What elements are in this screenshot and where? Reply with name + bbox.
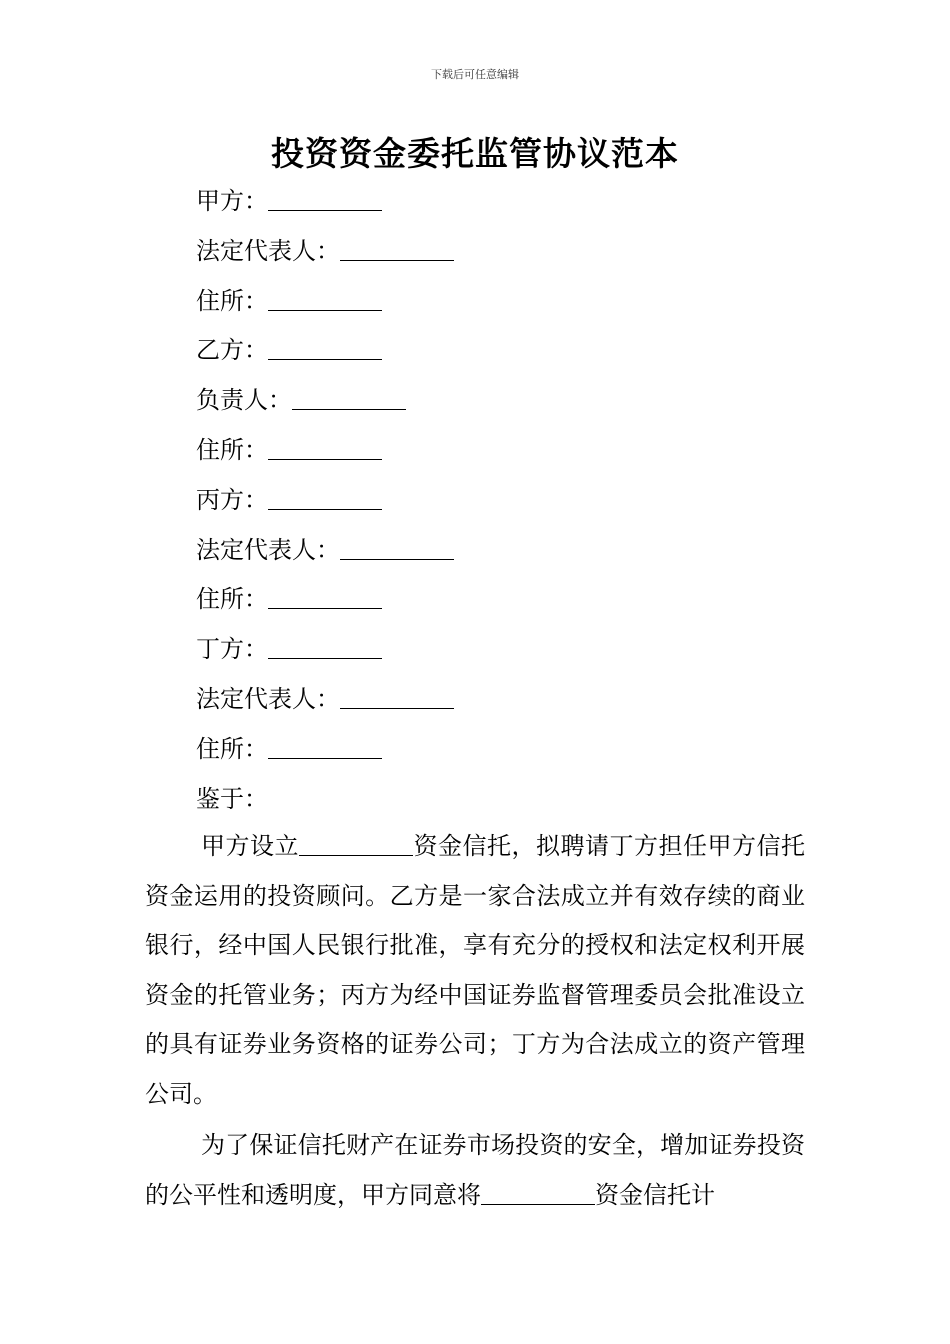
blank-line[interactable] bbox=[268, 730, 382, 759]
blank-line[interactable] bbox=[292, 381, 406, 410]
field-label: 住所： bbox=[196, 286, 268, 315]
blank-line[interactable] bbox=[268, 282, 382, 311]
field-party-a bbox=[196, 181, 454, 231]
field-party-d bbox=[196, 629, 454, 679]
field-party-c-representative bbox=[196, 530, 454, 580]
party-fields bbox=[196, 181, 454, 828]
paragraph-recital bbox=[145, 822, 805, 1120]
blank-line[interactable] bbox=[299, 827, 413, 856]
blank-line[interactable] bbox=[481, 1176, 595, 1205]
field-party-b-address bbox=[196, 430, 454, 480]
document-title: 投资资金委托监管协议范本 bbox=[271, 134, 679, 173]
field-label: 乙方： bbox=[196, 336, 268, 365]
field-party-d-representative bbox=[196, 679, 454, 729]
field-label: 负责人： bbox=[196, 386, 292, 415]
blank-line[interactable] bbox=[268, 630, 382, 659]
paragraph-text: 为了保证信托财产在证券市场投资的安全，增加证券投资的公平性和透明度，甲方同意将 bbox=[145, 1131, 805, 1209]
field-label: 丙方： bbox=[196, 485, 268, 514]
paragraph-text: 资金信托，拟聘请丁方担任甲方信托资金运用的投资顾问。乙方是一家合法成立并有效存续的商业银行，经中国人民银行批准，享有充分的授权和法定权利开展资金的托管业务；丙方为经中国证券监督管理委员会批准设立的具有证券业务资格的证券公司；丁方为合法成立的资产管理公司。 bbox=[145, 832, 805, 1108]
field-label: 住所： bbox=[196, 435, 268, 464]
field-label: 法定代表人： bbox=[196, 684, 340, 713]
field-label: 甲方： bbox=[196, 187, 268, 215]
field-label: 法定代表人： bbox=[196, 236, 340, 265]
field-label: 住所： bbox=[196, 585, 268, 614]
paragraph-purpose bbox=[145, 1121, 805, 1220]
field-label: 住所： bbox=[196, 734, 268, 763]
blank-line[interactable] bbox=[268, 580, 382, 609]
paragraph-text: 资金信托计 bbox=[595, 1180, 715, 1209]
recital-label: 鉴于： bbox=[196, 784, 268, 813]
blank-line[interactable] bbox=[340, 232, 454, 261]
blank-line[interactable] bbox=[268, 431, 382, 460]
blank-line[interactable] bbox=[340, 531, 454, 560]
field-party-b bbox=[196, 330, 454, 380]
blank-line[interactable] bbox=[268, 331, 382, 360]
field-party-a-representative bbox=[196, 231, 454, 281]
field-party-b-responsible bbox=[196, 380, 454, 430]
paragraph-text: 甲方设立 bbox=[201, 832, 299, 860]
page-header-note: 下载后可任意编辑 bbox=[431, 68, 519, 81]
field-label: 丁方： bbox=[196, 635, 268, 664]
field-party-a-address bbox=[196, 281, 454, 331]
field-party-d-address bbox=[196, 729, 454, 779]
blank-line[interactable] bbox=[268, 182, 382, 211]
field-label: 法定代表人： bbox=[196, 535, 340, 564]
blank-line[interactable] bbox=[268, 481, 382, 510]
blank-line[interactable] bbox=[340, 680, 454, 709]
field-party-c-address bbox=[196, 579, 454, 629]
field-party-c bbox=[196, 480, 454, 530]
